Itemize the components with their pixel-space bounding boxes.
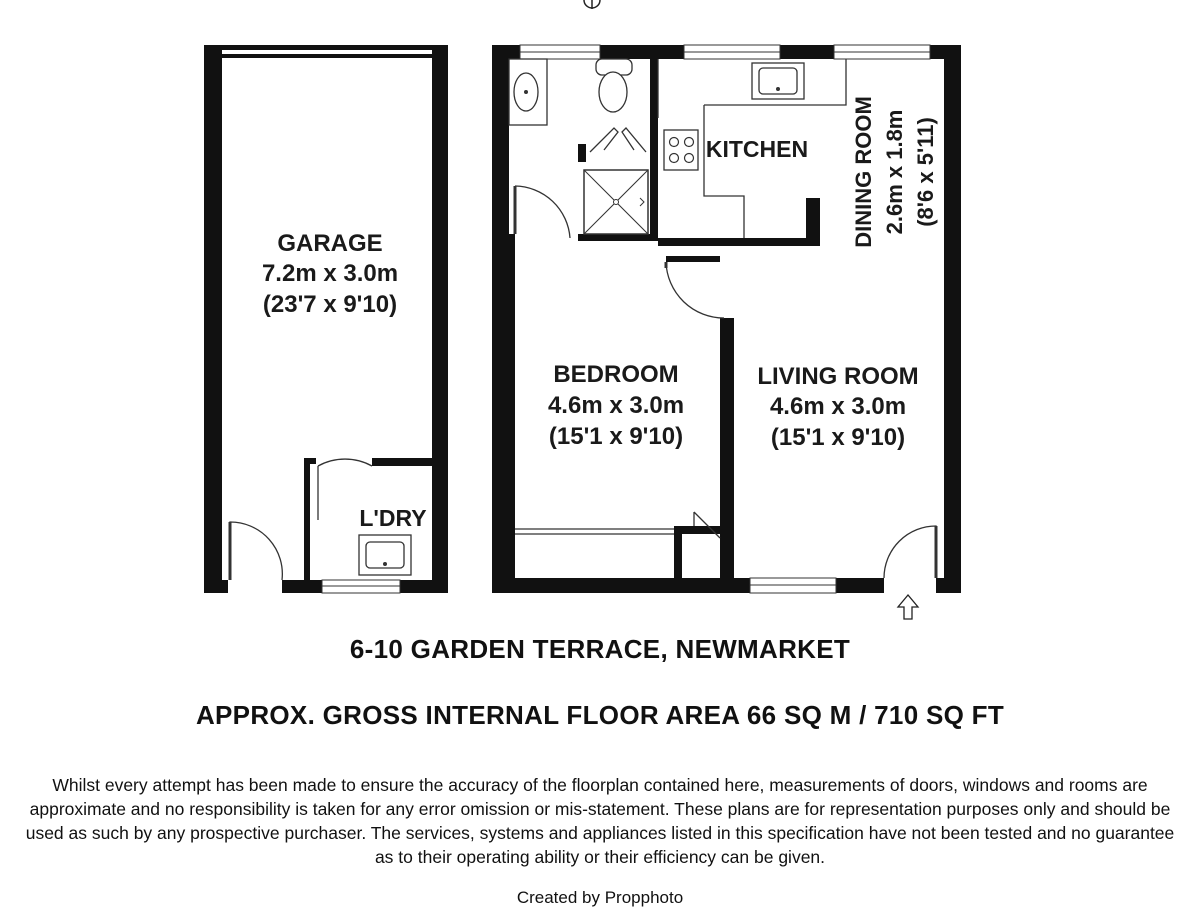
garage-door bbox=[230, 522, 282, 580]
living-name: LIVING ROOM bbox=[757, 363, 919, 390]
dining-label bbox=[851, 96, 938, 248]
garage-label bbox=[262, 230, 398, 318]
garage-imperial: (23'7 x 9'10) bbox=[262, 291, 398, 318]
bathroom-door bbox=[515, 186, 570, 238]
toilet-icon bbox=[596, 59, 632, 112]
stove-icon bbox=[664, 130, 698, 170]
bedroom-imperial: (15'1 x 9'10) bbox=[548, 423, 684, 450]
basin-icon bbox=[509, 59, 547, 125]
compass-icon bbox=[584, 0, 600, 9]
unit-top-windows bbox=[520, 45, 930, 59]
living-imperial: (15'1 x 9'10) bbox=[770, 424, 906, 451]
living-metric: 4.6m x 3.0m bbox=[769, 393, 907, 420]
laundry-sink-icon bbox=[359, 535, 411, 575]
floor-area: APPROX. GROSS INTERNAL FLOOR AREA 66 SQ M / 710 SQ FT bbox=[195, 700, 1005, 730]
dining-imperial: (8'6 x 5'11) bbox=[913, 117, 938, 227]
entrance-arrow-icon bbox=[898, 595, 918, 619]
kitchen-walls bbox=[658, 198, 820, 246]
kitchen-name: KITCHEN bbox=[705, 136, 809, 162]
living-label bbox=[757, 363, 918, 451]
wardrobe-doors bbox=[515, 512, 720, 538]
dining-name: DINING ROOM bbox=[851, 96, 876, 248]
shower-icon bbox=[584, 128, 648, 234]
dining-metric: 2.6m x 1.8m bbox=[882, 109, 907, 235]
credit-text: Created by Propphoto bbox=[516, 888, 684, 907]
laundry-name: L'DRY bbox=[359, 505, 427, 531]
garage-name: GARAGE bbox=[277, 230, 383, 257]
disclaimer-text: Whilst every attempt has been made to ensure the accuracy of the floorplan contained here, measurements of doors, windows and rooms are approximate and no responsibility is taken for any error omission or mis-statement. These plans are for representation purposes only and should be used as such by any prospective purchaser. The services, systems and appliances listed in this specification have not been tested and no guarantee as to their operating ability or their efficiency can be given. bbox=[25, 775, 1175, 867]
front-door bbox=[884, 526, 936, 578]
property-address: 6-10 GARDEN TERRACE, NEWMARKET bbox=[349, 634, 851, 664]
bedroom-label bbox=[548, 361, 684, 450]
garage-metric: 7.2m x 3.0m bbox=[261, 260, 399, 287]
living-window bbox=[750, 578, 836, 593]
kitchen-sink-icon bbox=[752, 63, 804, 99]
bedroom-door bbox=[666, 262, 724, 318]
bedroom-name: BEDROOM bbox=[553, 361, 679, 388]
bedroom-metric: 4.6m x 3.0m bbox=[547, 392, 685, 419]
garage-window bbox=[322, 580, 400, 593]
